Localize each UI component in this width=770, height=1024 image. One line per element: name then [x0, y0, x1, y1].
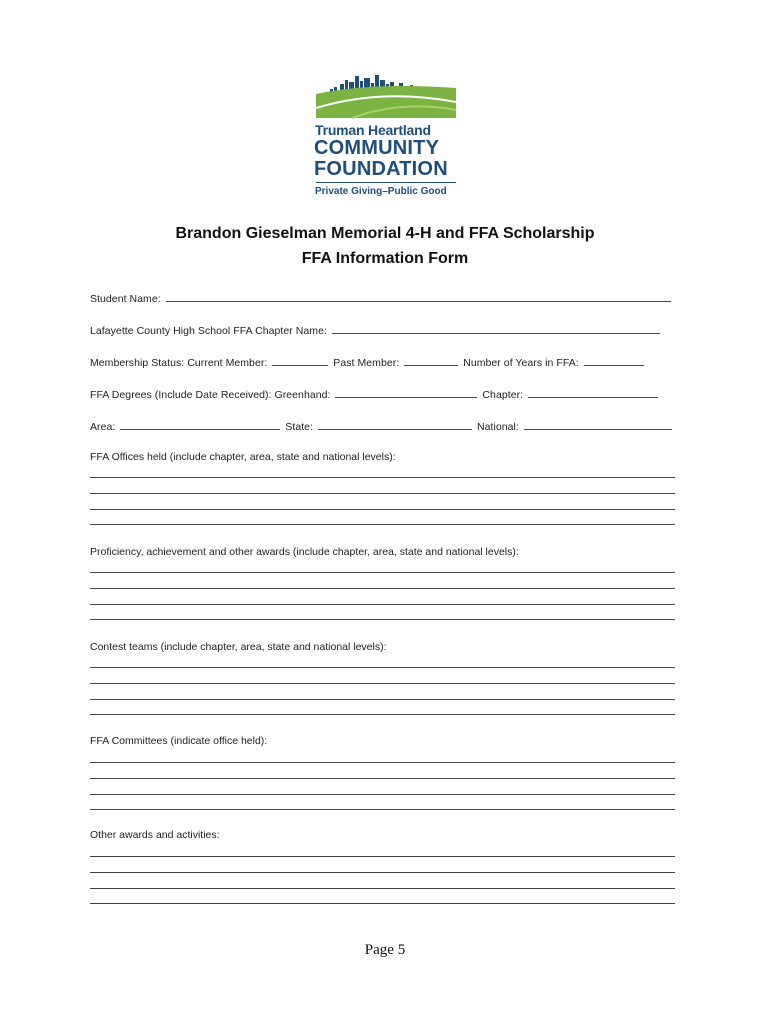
chapter-name-field[interactable]: [332, 324, 660, 334]
other-awards-line-1[interactable]: [90, 856, 675, 857]
current-member-label: Membership Status: Current Member:: [90, 357, 268, 369]
contest-teams-line-3[interactable]: [90, 699, 675, 700]
other-awards-line-2[interactable]: [90, 872, 675, 873]
past-member-field[interactable]: [404, 356, 458, 366]
committees-line-1[interactable]: [90, 762, 675, 763]
logo-tagline: Private Giving–Public Good: [315, 186, 447, 197]
offices-line-1[interactable]: [90, 477, 675, 478]
student-name-label: Student Name:: [90, 293, 161, 305]
proficiency-line-1[interactable]: [90, 572, 675, 573]
contest-teams-line-2[interactable]: [90, 683, 675, 684]
page-subtitle: FFA Information Form: [301, 250, 469, 267]
other-awards-label: Other awards and activities:: [90, 829, 220, 841]
offices-line-3[interactable]: [90, 509, 675, 510]
proficiency-line-2[interactable]: [90, 588, 675, 589]
proficiency-line-3[interactable]: [90, 604, 675, 605]
offices-line-4[interactable]: [90, 524, 675, 525]
offices-label: FFA Offices held (include chapter, area, state and national levels):: [90, 451, 396, 463]
logo-org-line2: COMMUNITY: [314, 137, 440, 159]
area-label: Area:: [90, 421, 116, 433]
contest-teams-label: Contest teams (include chapter, area, state and national levels):: [90, 641, 387, 653]
committees-line-2[interactable]: [90, 778, 675, 779]
student-name-field[interactable]: [166, 292, 671, 302]
contest-teams-line-4[interactable]: [90, 714, 675, 715]
proficiency-label: Proficiency, achievement and other awards (include chapter, area, state and national levels):: [90, 546, 519, 558]
other-awards-line-4[interactable]: [90, 903, 675, 904]
national-field[interactable]: [524, 420, 672, 430]
area-field[interactable]: [120, 420, 280, 430]
past-member-label: Past Member:: [333, 357, 400, 369]
chapter-name-label: Lafayette County High School FFA Chapter Name:: [90, 325, 327, 337]
committees-label: FFA Committees (indicate office held):: [90, 735, 268, 747]
years-in-ffa-label: Number of Years in FFA:: [463, 357, 579, 369]
other-awards-line-3[interactable]: [90, 888, 675, 889]
logo-org-line3: FOUNDATION: [314, 158, 448, 180]
student-name-row: [90, 292, 690, 305]
chapter-degree-field[interactable]: [528, 388, 658, 398]
committees-line-3[interactable]: [90, 794, 675, 795]
page-number: Page 5: [364, 942, 406, 958]
foundation-logo: [312, 74, 460, 206]
contest-teams-line-1[interactable]: [90, 667, 675, 668]
greenhand-field[interactable]: [335, 388, 477, 398]
proficiency-line-4[interactable]: [90, 619, 675, 620]
chapter-degree-label: Chapter:: [482, 389, 524, 401]
page-title: Brandon Gieselman Memorial 4-H and FFA Scholarship: [175, 225, 595, 242]
greenhand-label: FFA Degrees (Include Date Received): Greenhand:: [90, 389, 331, 401]
membership-row: [90, 356, 690, 369]
current-member-field[interactable]: [272, 356, 328, 366]
state-field[interactable]: [318, 420, 472, 430]
years-in-ffa-field[interactable]: [584, 356, 644, 366]
committees-line-4[interactable]: [90, 809, 675, 810]
chapter-name-row: [90, 324, 690, 337]
state-label: State:: [285, 421, 314, 433]
logo-divider: [316, 182, 456, 183]
area-state-national-row: [90, 420, 690, 433]
offices-line-2[interactable]: [90, 493, 675, 494]
logo-graphic: [312, 74, 460, 122]
degrees-row: [90, 388, 690, 401]
national-label: National:: [476, 421, 519, 433]
logo-org-line1: Truman Heartland: [315, 122, 431, 138]
